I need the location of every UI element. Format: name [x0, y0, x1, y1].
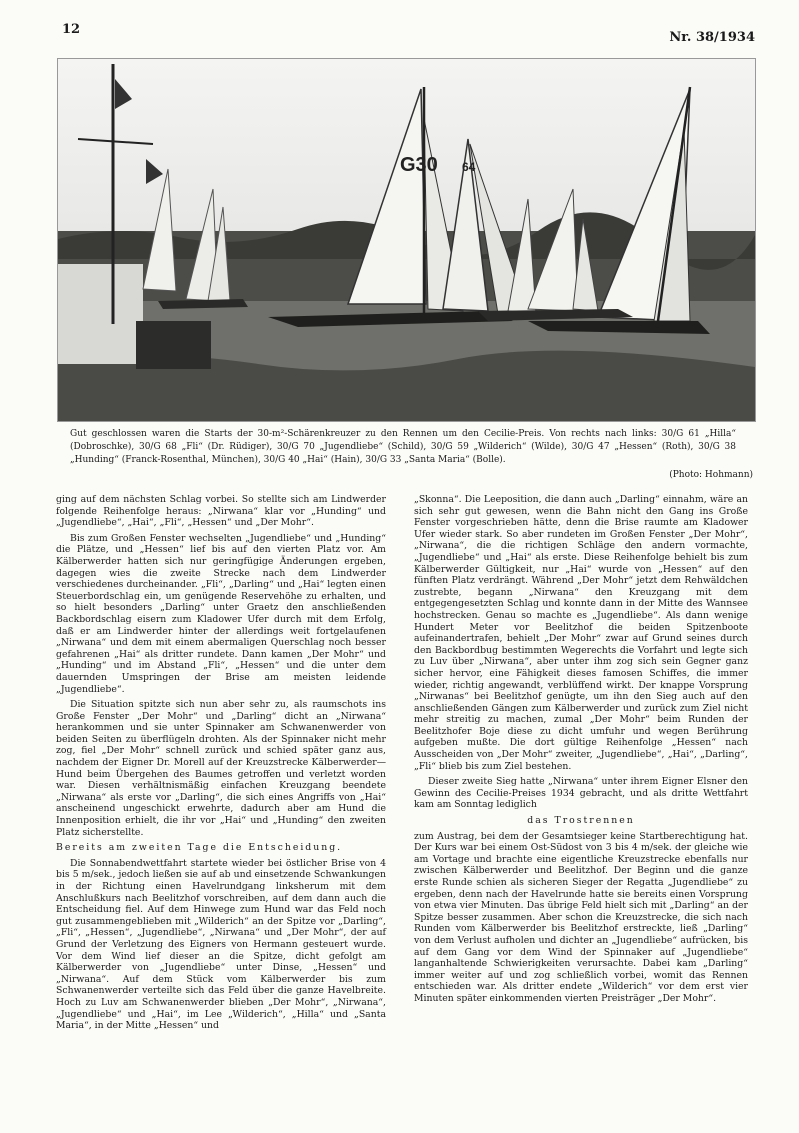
photo-caption: Gut geschlossen waren die Starts der 30-m²-Schärenkreuzer zu den Rennen um den Cecilie-Preis. Von rechts nach links: 30/G 61 „Hilla“ (Dobroschke), 30/G 68 „Fli“ (Dr. Rüdiger), 30/G 70 „Jugendliebe“ (Schild), 30/G 59 „Wilderich“ (Wilde), 30/G 47 „Hessen“ (Roth), 30/G 38 „Hunding“ (Franck-Rosenthal, München), 30/G 40 „Hai“ (Hain), 30/G 33 „Santa Maria“ (Bolle). — [70, 429, 736, 465]
paragraph: zum Austrag, bei dem der Gesamtsieger keine Startberechtigung hat. Der Kurs war bei einem Ost-Südost von 3 bis 4 m/sek. der gleiche wie am Vortage und brachte eine eigentliche Kreuzstrecke ebenfalls nur zwischen Kälberwerder und Beelitzhof. Der Beginn und die ganze erste Runde schien als sicheren Sieger der Regatta „Jugendliebe“ zu ergeben, denn nach der Havelrunde hatte sie bereits einen Vorsprung von etwa vier Minuten. Das übrige Feld hielt sich mit „Darling“ an der Spitze besser zusammen. Aber schon die Kreuzstrecke, die sich nach Runden vom Kälberwerder bis Beelitzhof erstreckte, ließ „Darling“ von dem Verlust aufholen und dichter an „Jugendliebe“ aufrücken, bis auf dem Gang vor dem Wind der Spinnaker auf „Jugendliebe“ langanhaltende Schwierigkeiten verursachte. Dabei kam „Darling“ immer weiter auf und zog schließlich vorbei, womit das Rennen entschieden war. Als dritter endete „Wilderich“ vor dem erst vier Minuten später einkommenden vierten Preisträger „Der Mohr“. — [414, 830, 748, 1004]
paragraph: Die Sonnabendwettfahrt startete wieder bei östlicher Brise von 4 bis 5 m/sek., jedoch ließen sie auf ab und einsetzende Schwankungen in der Richtung einen Havelrundgang linksherum mit dem Anschlußkurs nach Beelitzhof vorschreiben, auf dem dann auch die Entscheidung fiel. Auf dem Hinwege zum Hund war das Feld noch gut zusammengeblieben mit „Wilderich“ an der Spitze vor „Darling“, „Fli“, „Hessen“, „Jugendliebe“, „Nirwana“ und „Der Mohr“, der auf Grund der Verletzung des Eigners von Hermann gesteuert wurde. Vor dem Wind lief dieser an die Spitze, dicht gefolgt am Kälberwerder von „Jugendliebe“ unter Dinse, „Hessen“ und „Nirwana“. Auf dem Stück vom Kälberwerder bis zum Schwanenwerder verteilte sich das Feld über die ganze Havelbreite. Hoch zu Luv am Schwanenwerder blieben „Der Mohr“, „Nirwana“, „Jugendliebe“ und „Hai“, im Lee „Wilderich“, „Hilla“ und „Santa Maria“, in der Mitte „Hessen“ und — [56, 857, 386, 1032]
left-column — [56, 494, 386, 1036]
svg-text:64: 64 — [462, 160, 476, 174]
paragraph: Bis zum Großen Fenster wechselten „Jugendliebe“ und „Hunding“ die Plätze, und „Hessen“ lief bis auf den vierten Platz vor. Am Kälberwerder hatten sich nur geringfügige Änderungen ergeben, dagegen wies die zweite Strecke nach dem Lindwerder verschiedenes durcheinander. „Fli“, „Darling“ und „Hai“ legten einen Steuerbordschlag ein, um genügende Reservehöhe zu erhalten, und so hielt besonders „Darling“ unter Graetz den anschließenden Backbordschlag eisern zum Kladower Ufer durch mit dem Erfolg, daß er am Lindwerder hinter der allerdings weit fortgelaufenen „Nirwana“ und dem mit einem abermaligen Querschlag noch besser gefahrenen „Hai“ als dritter rundete. Dann kamen „Der Mohr“ und „Hunding“ und im Abstand „Fli“, „Hessen“ und die unter dem dauernden Umspringen der Brise am meisten leidende „Jugendliebe“. — [56, 532, 386, 695]
issue-number: Nr. 38/1934 — [669, 30, 755, 45]
paragraph: Dieser zweite Sieg hatte „Nirwana“ unter ihrem Eigner Elsner den Gewinn des Cecilie-Preises 1934 gebracht, und als dritte Wettfahrt kam am Sonntag lediglich — [414, 776, 748, 811]
section-heading: Bereits am zweiten Tage die Entscheidung. — [56, 842, 343, 854]
page-number: 12 — [62, 22, 81, 37]
paragraph: Die Situation spitzte sich nun aber sehr zu, als raumschots ins Große Fenster „Der Mohr“ und „Darling“ dicht an „Nirwana“ herankommen und sie unter Spinnaker am Schwanenwerder von beiden Seiten zu überflügeln drohten. Als der Spinnaker nicht mehr zog, fiel „Der Mohr“ schnell zurück und schied später ganz aus, nachdem der Eigner Dr. Morell auf der Kreuzstrecke Kälberwerder—Hund beim Übergehen des Baumes getroffen und verletzt worden war. Diesen verhältnismäßig einfachen Kreuzgang beendete „Nirwana“ als erste vor „Darling“, die sich eines Angriffs von „Hai“ anscheinend ungeschickt erwehrte, dadurch aber am Hund die Innenposition erhielt, die ihr vor „Hai“ und „Hunding“ den zweiten Platz sicherstellte. — [56, 699, 386, 838]
svg-text:G30: G30 — [400, 154, 438, 176]
section-heading: das Trostrennen — [527, 815, 635, 827]
right-column — [414, 494, 748, 1009]
photo-credit: (Photo: Hohmann) — [669, 470, 753, 480]
paragraph: „Skonna“. Die Leeposition, die dann auch „Darling“ einnahm, wäre an sich sehr gut gewesen, wenn die Bahn nicht den Gang ins Große Fenster vorgeschrieben hätte, denn die Brise raumte am Kladower Ufer wieder stark. So aber rundeten im Großen Fenster „Der Mohr“, „Nirwana“, die die richtigen Schläge den andern vormachte, „Jugendliebe“ und „Hai“ als erste. Diese Reihenfolge behielt bis zum Kälberwerder Gültigkeit, nur „Hai“ wurde von „Hessen“ auf den fünften Platz verdrängt. Während „Der Mohr“ jetzt dem Rehwäldchen zustrebte, begann „Nirwana“ den Kreuzgang mit dem entgegengesetzten Schlag und konnte dann in der Mitte des Wannsee hochstrecken. Genau so machte es „Jugendliebe“. Als dann wenige Hundert Meter vor Beelitzhof die beiden Spitzenboote aufeinandertrafen, behielt „Der Mohr“ zwar auf Grund seines durch den Backbordbug bestimmten Wegerechts die Vorfahrt und legte sich zu Luv über „Nirwana“, aber unter ihm zog sich sein Gegner ganz sicher hervor, eine Fähigkeit dieses famosen Schiffes, die immer wieder, richtig angewandt, verblüffend wirkt. Der knappe Vorsprung „Nirwanas“ bei Beelitzhof genügte, um ihn den Sieg auch auf den anschließenden Gängen zum Kälberwerder und zurück zum Ziel nicht mehr streitig zu machen, zumal „Der Mohr“ beim Runden der Beelitzhofer Boje diese zu dicht umfuhr und wegen Berührung aufgeben mußte. Die dort gültige Reihenfolge „Hessen“ nach Ausscheiden von „Der Mohr“ zweiter, „Jugendliebe“, „Hai“, „Darling“, „Fli“ blieb bis zum Ziel bestehen. — [414, 494, 748, 772]
regatta-photo — [57, 58, 756, 422]
paragraph: ging auf dem nächsten Schlag vorbei. So stellte sich am Lindwerder folgende Reihenfolge heraus: „Nirwana“ klar vor „Hunding“ und „Jugendliebe“, „Hai“, „Fli“, „Hessen“ und „Der Mohr“. — [56, 494, 386, 529]
